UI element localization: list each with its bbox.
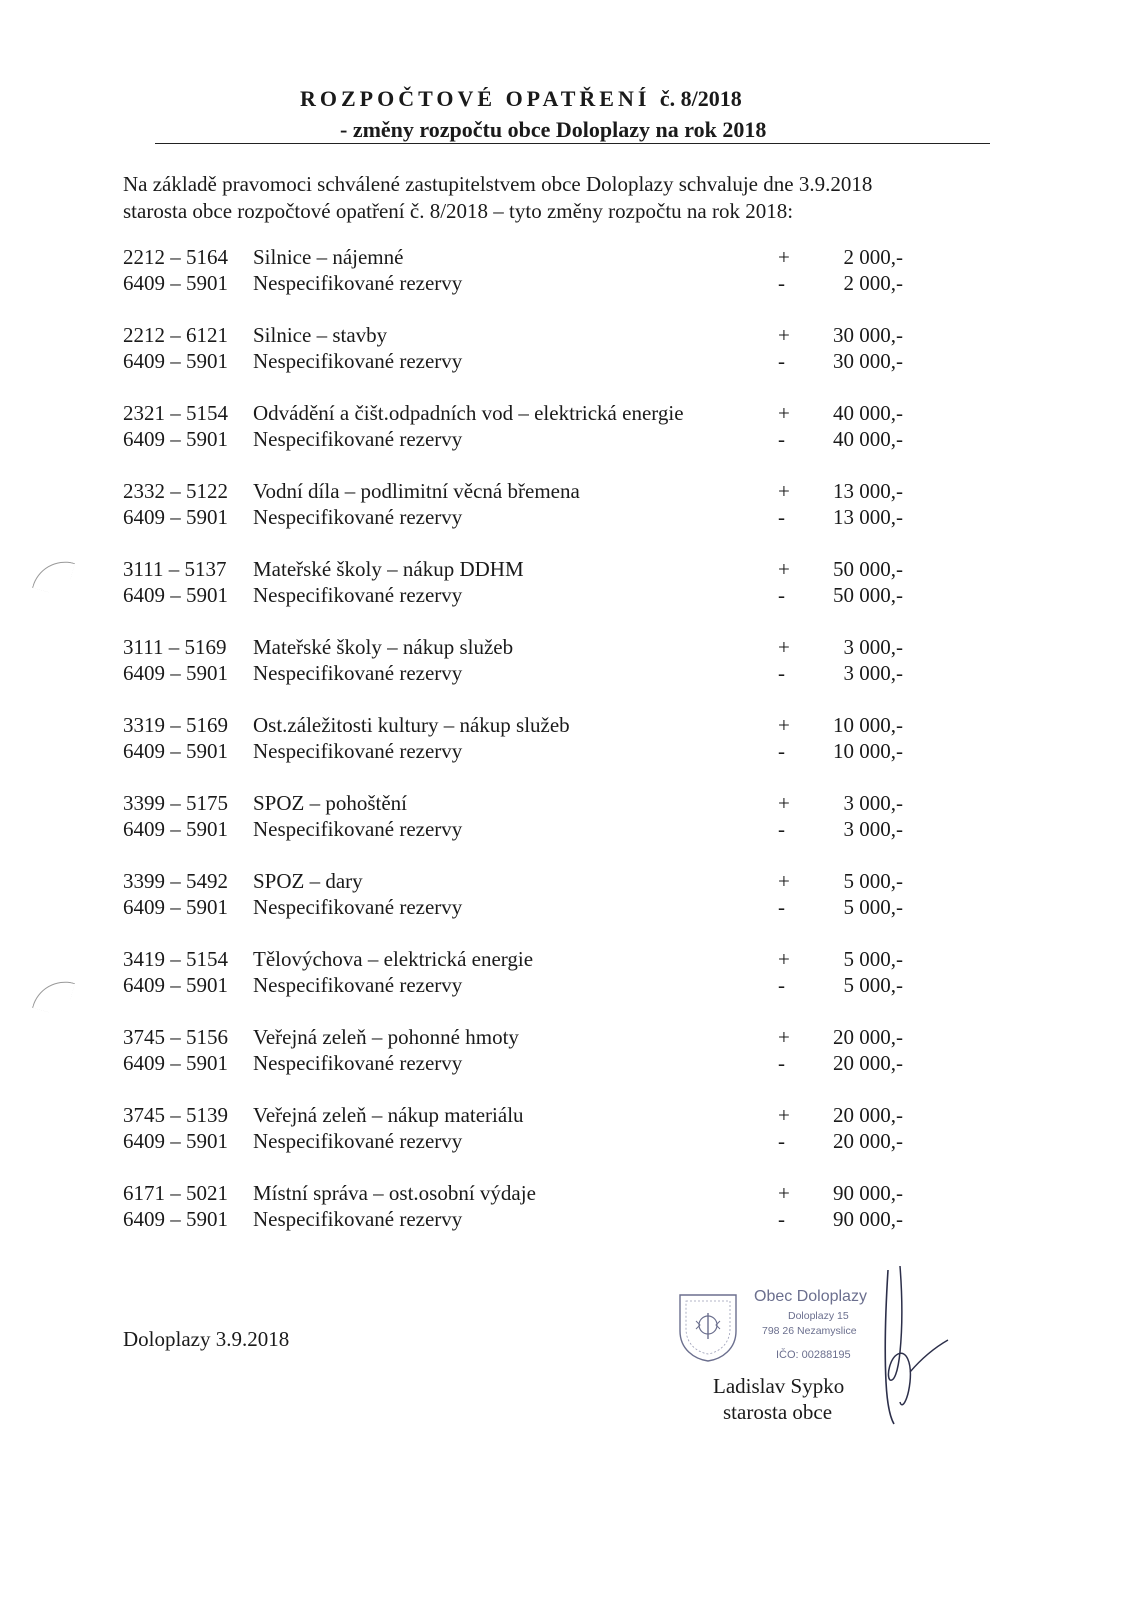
- budget-description: Nespecifikované rezervy: [253, 973, 463, 997]
- handwritten-signature: [876, 1262, 956, 1432]
- title-rule: [155, 143, 990, 144]
- budget-code: 6409 – 5901: [123, 1051, 228, 1075]
- amount-sign: -: [778, 895, 785, 919]
- amount-sign: -: [778, 739, 785, 763]
- budget-code: 2321 – 5154: [123, 401, 228, 425]
- budget-row: [123, 426, 903, 452]
- amount-sign: -: [778, 583, 785, 607]
- amount-sign: +: [778, 323, 790, 347]
- budget-description: Tělovýchova – elektrická energie: [253, 947, 534, 971]
- stamp-address: Doloplazy 15: [788, 1310, 849, 1322]
- budget-code: 6171 – 5021: [123, 1181, 228, 1205]
- amount-sign: -: [778, 1051, 785, 1075]
- budget-amount: 30 000,-: [833, 349, 903, 373]
- budget-amount: 2 000,-: [843, 271, 903, 295]
- budget-code: 6409 – 5901: [123, 583, 228, 607]
- budget-description: Nespecifikované rezervy: [253, 895, 463, 919]
- budget-row: [123, 556, 903, 582]
- budget-change-group: [123, 556, 903, 634]
- budget-description: Vodní díla – podlimitní věcná břemena: [253, 479, 580, 503]
- budget-description: Nespecifikované rezervy: [253, 661, 463, 685]
- budget-code: 6409 – 5901: [123, 1129, 228, 1153]
- budget-row: [123, 504, 903, 530]
- budget-code: 6409 – 5901: [123, 739, 228, 763]
- amount-sign: +: [778, 947, 790, 971]
- budget-description: SPOZ – pohoštění: [253, 791, 408, 815]
- budget-amount: 3 000,-: [843, 635, 903, 659]
- amount-sign: -: [778, 427, 785, 451]
- intro-line: Na základě pravomoci schválené zastupitelstvem obce Doloplazy schvaluje dne 3.9.2018: [123, 172, 873, 196]
- budget-amount: 20 000,-: [833, 1103, 903, 1127]
- budget-description: Mateřské školy – nákup služeb: [253, 635, 514, 659]
- amount-sign: -: [778, 661, 785, 685]
- budget-description: Nespecifikované rezervy: [253, 739, 463, 763]
- budget-description: Mateřské školy – nákup DDHM: [253, 557, 524, 581]
- budget-amount: 3 000,-: [843, 791, 903, 815]
- budget-row: [123, 1128, 903, 1154]
- budget-change-group: [123, 1024, 903, 1102]
- amount-sign: -: [778, 349, 785, 373]
- amount-sign: +: [778, 557, 790, 581]
- amount-sign: -: [778, 817, 785, 841]
- budget-amount: 20 000,-: [833, 1025, 903, 1049]
- amount-sign: +: [778, 713, 790, 737]
- budget-description: Nespecifikované rezervy: [253, 349, 463, 373]
- budget-amount: 10 000,-: [833, 713, 903, 737]
- budget-code: 3111 – 5137: [123, 557, 227, 581]
- budget-description: Nespecifikované rezervy: [253, 427, 463, 451]
- budget-row: [123, 790, 903, 816]
- budget-row: [123, 478, 903, 504]
- budget-amount: 2 000,-: [843, 245, 903, 269]
- budget-code: 6409 – 5901: [123, 427, 228, 451]
- budget-description: Nespecifikované rezervy: [253, 271, 463, 295]
- budget-amount: 13 000,-: [833, 505, 903, 529]
- budget-description: Nespecifikované rezervy: [253, 817, 463, 841]
- budget-code: 6409 – 5901: [123, 817, 228, 841]
- budget-code: 3419 – 5154: [123, 947, 228, 971]
- budget-row: [123, 322, 903, 348]
- budget-code: 6409 – 5901: [123, 349, 228, 373]
- budget-description: Nespecifikované rezervy: [253, 1129, 463, 1153]
- budget-amount: 3 000,-: [843, 661, 903, 685]
- amount-sign: +: [778, 479, 790, 503]
- budget-description: Veřejná zeleň – pohonné hmoty: [253, 1025, 519, 1049]
- budget-row: [123, 816, 903, 842]
- amount-sign: +: [778, 869, 790, 893]
- budget-amount: 20 000,-: [833, 1051, 903, 1075]
- budget-change-group: [123, 1180, 903, 1258]
- budget-description: Místní správa – ost.osobní výdaje: [253, 1181, 536, 1205]
- stamp-ico: IČO: 00288195: [776, 1349, 851, 1361]
- budget-description: Nespecifikované rezervy: [253, 1207, 463, 1231]
- amount-sign: +: [778, 1103, 790, 1127]
- document-title: [300, 86, 742, 112]
- amount-sign: +: [778, 1025, 790, 1049]
- punch-hole-mark: [32, 974, 75, 1017]
- budget-code: 2212 – 6121: [123, 323, 228, 347]
- official-stamp: [676, 1288, 886, 1368]
- budget-amount: 50 000,-: [833, 557, 903, 581]
- budget-code: 6409 – 5901: [123, 895, 228, 919]
- intro-line: starosta obce rozpočtové opatření č. 8/2018 – tyto změny rozpočtu na rok 2018:: [123, 199, 794, 223]
- budget-amount: 90 000,-: [833, 1207, 903, 1231]
- budget-description: Nespecifikované rezervy: [253, 583, 463, 607]
- budget-description: Ost.záležitosti kultury – nákup služeb: [253, 713, 570, 737]
- budget-code: 6409 – 5901: [123, 973, 228, 997]
- budget-changes-list: [123, 244, 903, 1258]
- budget-amount: 5 000,-: [843, 947, 903, 971]
- budget-description: Odvádění a čišt.odpadních vod – elektrická energie: [253, 401, 684, 425]
- budget-row: [123, 634, 903, 660]
- amount-sign: -: [778, 1207, 785, 1231]
- budget-row: [123, 348, 903, 374]
- amount-sign: -: [778, 973, 785, 997]
- signatory-block: [713, 1373, 844, 1425]
- budget-amount: 3 000,-: [843, 817, 903, 841]
- budget-code: 2332 – 5122: [123, 479, 228, 503]
- budget-row: [123, 582, 903, 608]
- stamp-address: 798 26 Nezamyslice: [762, 1325, 857, 1337]
- budget-change-group: [123, 790, 903, 868]
- budget-description: Nespecifikované rezervy: [253, 1051, 463, 1075]
- title-text: ROZPOČTOVÉ OPATŘENÍ: [300, 86, 651, 111]
- amount-sign: +: [778, 1181, 790, 1205]
- budget-code: 3399 – 5492: [123, 869, 228, 893]
- title-number: č. 8/2018: [659, 86, 742, 111]
- budget-row: [123, 894, 903, 920]
- budget-description: Nespecifikované rezervy: [253, 505, 463, 529]
- budget-amount: 5 000,-: [843, 869, 903, 893]
- budget-code: 6409 – 5901: [123, 1207, 228, 1231]
- budget-change-group: [123, 244, 903, 322]
- budget-row: [123, 1206, 903, 1232]
- budget-description: Silnice – nájemné: [253, 245, 404, 269]
- budget-code: 6409 – 5901: [123, 271, 228, 295]
- budget-code: 3399 – 5175: [123, 791, 228, 815]
- budget-amount: 90 000,-: [833, 1181, 903, 1205]
- amount-sign: +: [778, 245, 790, 269]
- budget-change-group: [123, 634, 903, 712]
- amount-sign: +: [778, 635, 790, 659]
- budget-change-group: [123, 1102, 903, 1180]
- budget-amount: 50 000,-: [833, 583, 903, 607]
- signatory-role: starosta obce: [723, 1400, 833, 1424]
- budget-amount: 10 000,-: [833, 739, 903, 763]
- intro-paragraph: [123, 171, 983, 225]
- budget-row: [123, 400, 903, 426]
- amount-sign: -: [778, 1129, 785, 1153]
- budget-description: SPOZ – dary: [253, 869, 363, 893]
- budget-amount: 5 000,-: [843, 973, 903, 997]
- budget-change-group: [123, 400, 903, 478]
- budget-change-group: [123, 478, 903, 556]
- budget-amount: 5 000,-: [843, 895, 903, 919]
- amount-sign: -: [778, 505, 785, 529]
- document-subtitle: - změny rozpočtu obce Doloplazy na rok 2018: [340, 117, 767, 142]
- budget-amount: 40 000,-: [833, 401, 903, 425]
- budget-amount: 30 000,-: [833, 323, 903, 347]
- budget-change-group: [123, 322, 903, 400]
- budget-description: Veřejná zeleň – nákup materiálu: [253, 1103, 524, 1127]
- amount-sign: -: [778, 271, 785, 295]
- budget-row: [123, 244, 903, 270]
- budget-code: 3745 – 5139: [123, 1103, 228, 1127]
- budget-code: 3111 – 5169: [123, 635, 227, 659]
- place-and-date: Doloplazy 3.9.2018: [123, 1327, 290, 1351]
- budget-row: [123, 738, 903, 764]
- budget-row: [123, 946, 903, 972]
- stamp-name: Obec Doloplazy: [754, 1288, 867, 1305]
- signatory-name: Ladislav Sypko: [713, 1374, 845, 1398]
- budget-amount: 40 000,-: [833, 427, 903, 451]
- budget-row: [123, 660, 903, 686]
- budget-code: 3745 – 5156: [123, 1025, 228, 1049]
- budget-row: [123, 1050, 903, 1076]
- budget-description: Silnice – stavby: [253, 323, 388, 347]
- budget-change-group: [123, 946, 903, 1024]
- budget-amount: 20 000,-: [833, 1129, 903, 1153]
- amount-sign: +: [778, 791, 790, 815]
- punch-hole-mark: [32, 554, 75, 597]
- budget-row: [123, 868, 903, 894]
- budget-code: 6409 – 5901: [123, 661, 228, 685]
- coat-of-arms-icon: [676, 1291, 740, 1363]
- budget-row: [123, 1102, 903, 1128]
- budget-row: [123, 972, 903, 998]
- budget-code: 2212 – 5164: [123, 245, 228, 269]
- budget-code: 3319 – 5169: [123, 713, 228, 737]
- budget-change-group: [123, 868, 903, 946]
- budget-row: [123, 1024, 903, 1050]
- budget-amount: 13 000,-: [833, 479, 903, 503]
- budget-row: [123, 270, 903, 296]
- budget-row: [123, 1180, 903, 1206]
- budget-change-group: [123, 712, 903, 790]
- amount-sign: +: [778, 401, 790, 425]
- budget-row: [123, 712, 903, 738]
- budget-code: 6409 – 5901: [123, 505, 228, 529]
